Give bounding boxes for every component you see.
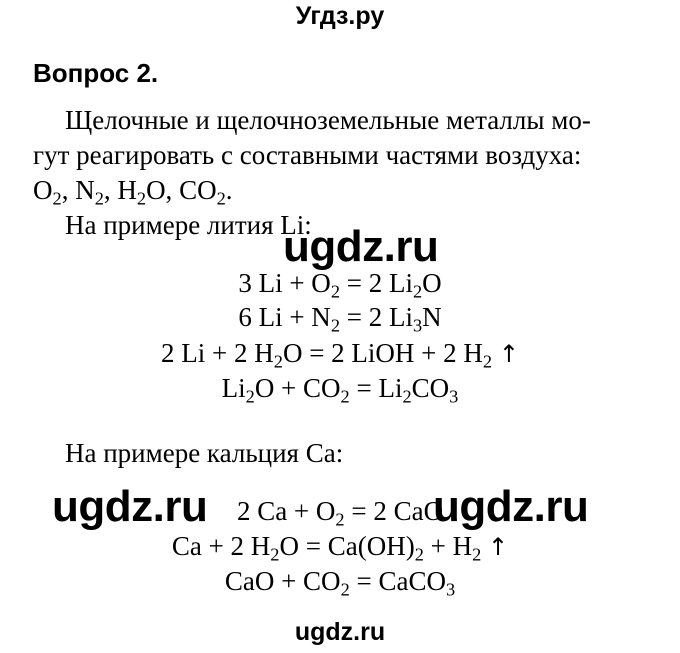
footer-watermark: ugdz.ru <box>294 618 386 646</box>
lithium-equation-4: $Li_2O + CO_2 = Li_2CO_3$ <box>221 373 459 407</box>
air-components-formulas <box>33 173 233 208</box>
formula-o2: $O_2$, <box>33 175 69 209</box>
gas-arrow-icon: ↑ <box>498 340 519 368</box>
lithium-equation-1: 3 $Li + O_2 = 2$ $Li_2O$ <box>238 268 442 302</box>
question-title: Вопрос 2. <box>33 58 159 88</box>
paragraph-line-1: Щелочные и щелочноземельные металлы мо- <box>65 105 591 135</box>
formula-h2o: $H_2O$, <box>117 175 173 209</box>
calcium-intro: На примере кальция Ca: <box>65 438 344 468</box>
lithium-intro: На примере лития Li: <box>65 210 312 240</box>
watermark-right: ugdz.ru <box>433 482 589 531</box>
lithium-equation-2: 6 $Li + N_2 = 2$ $Li_3N$ <box>238 302 442 336</box>
formula-co2: $CO_2$. <box>179 175 233 209</box>
calcium-equation-2: Ca + 2 $H_2O = Ca(OH)_2 + H_2$ ↑ <box>171 531 509 565</box>
calcium-equation-1: 2 $Ca + O_2 = 2$ CaO <box>236 496 444 530</box>
formula-n2: $N_2$, <box>75 175 111 209</box>
site-header: Угдз.ру <box>295 2 385 30</box>
watermark-middle: ugdz.ru <box>283 222 439 271</box>
watermark-left: ugdz.ru <box>52 482 208 531</box>
gas-arrow-icon: ↑ <box>488 533 509 561</box>
paragraph-line-2: гут реагировать с составными частями воздуха: <box>33 140 582 170</box>
lithium-equation-3: 2 Li + 2 $H_2O = 2$ LiOH + 2 $H_2$ ↑ <box>161 338 519 372</box>
calcium-equation-3: CaO + $CO_2$ = CaCO$_3$ <box>224 566 456 600</box>
